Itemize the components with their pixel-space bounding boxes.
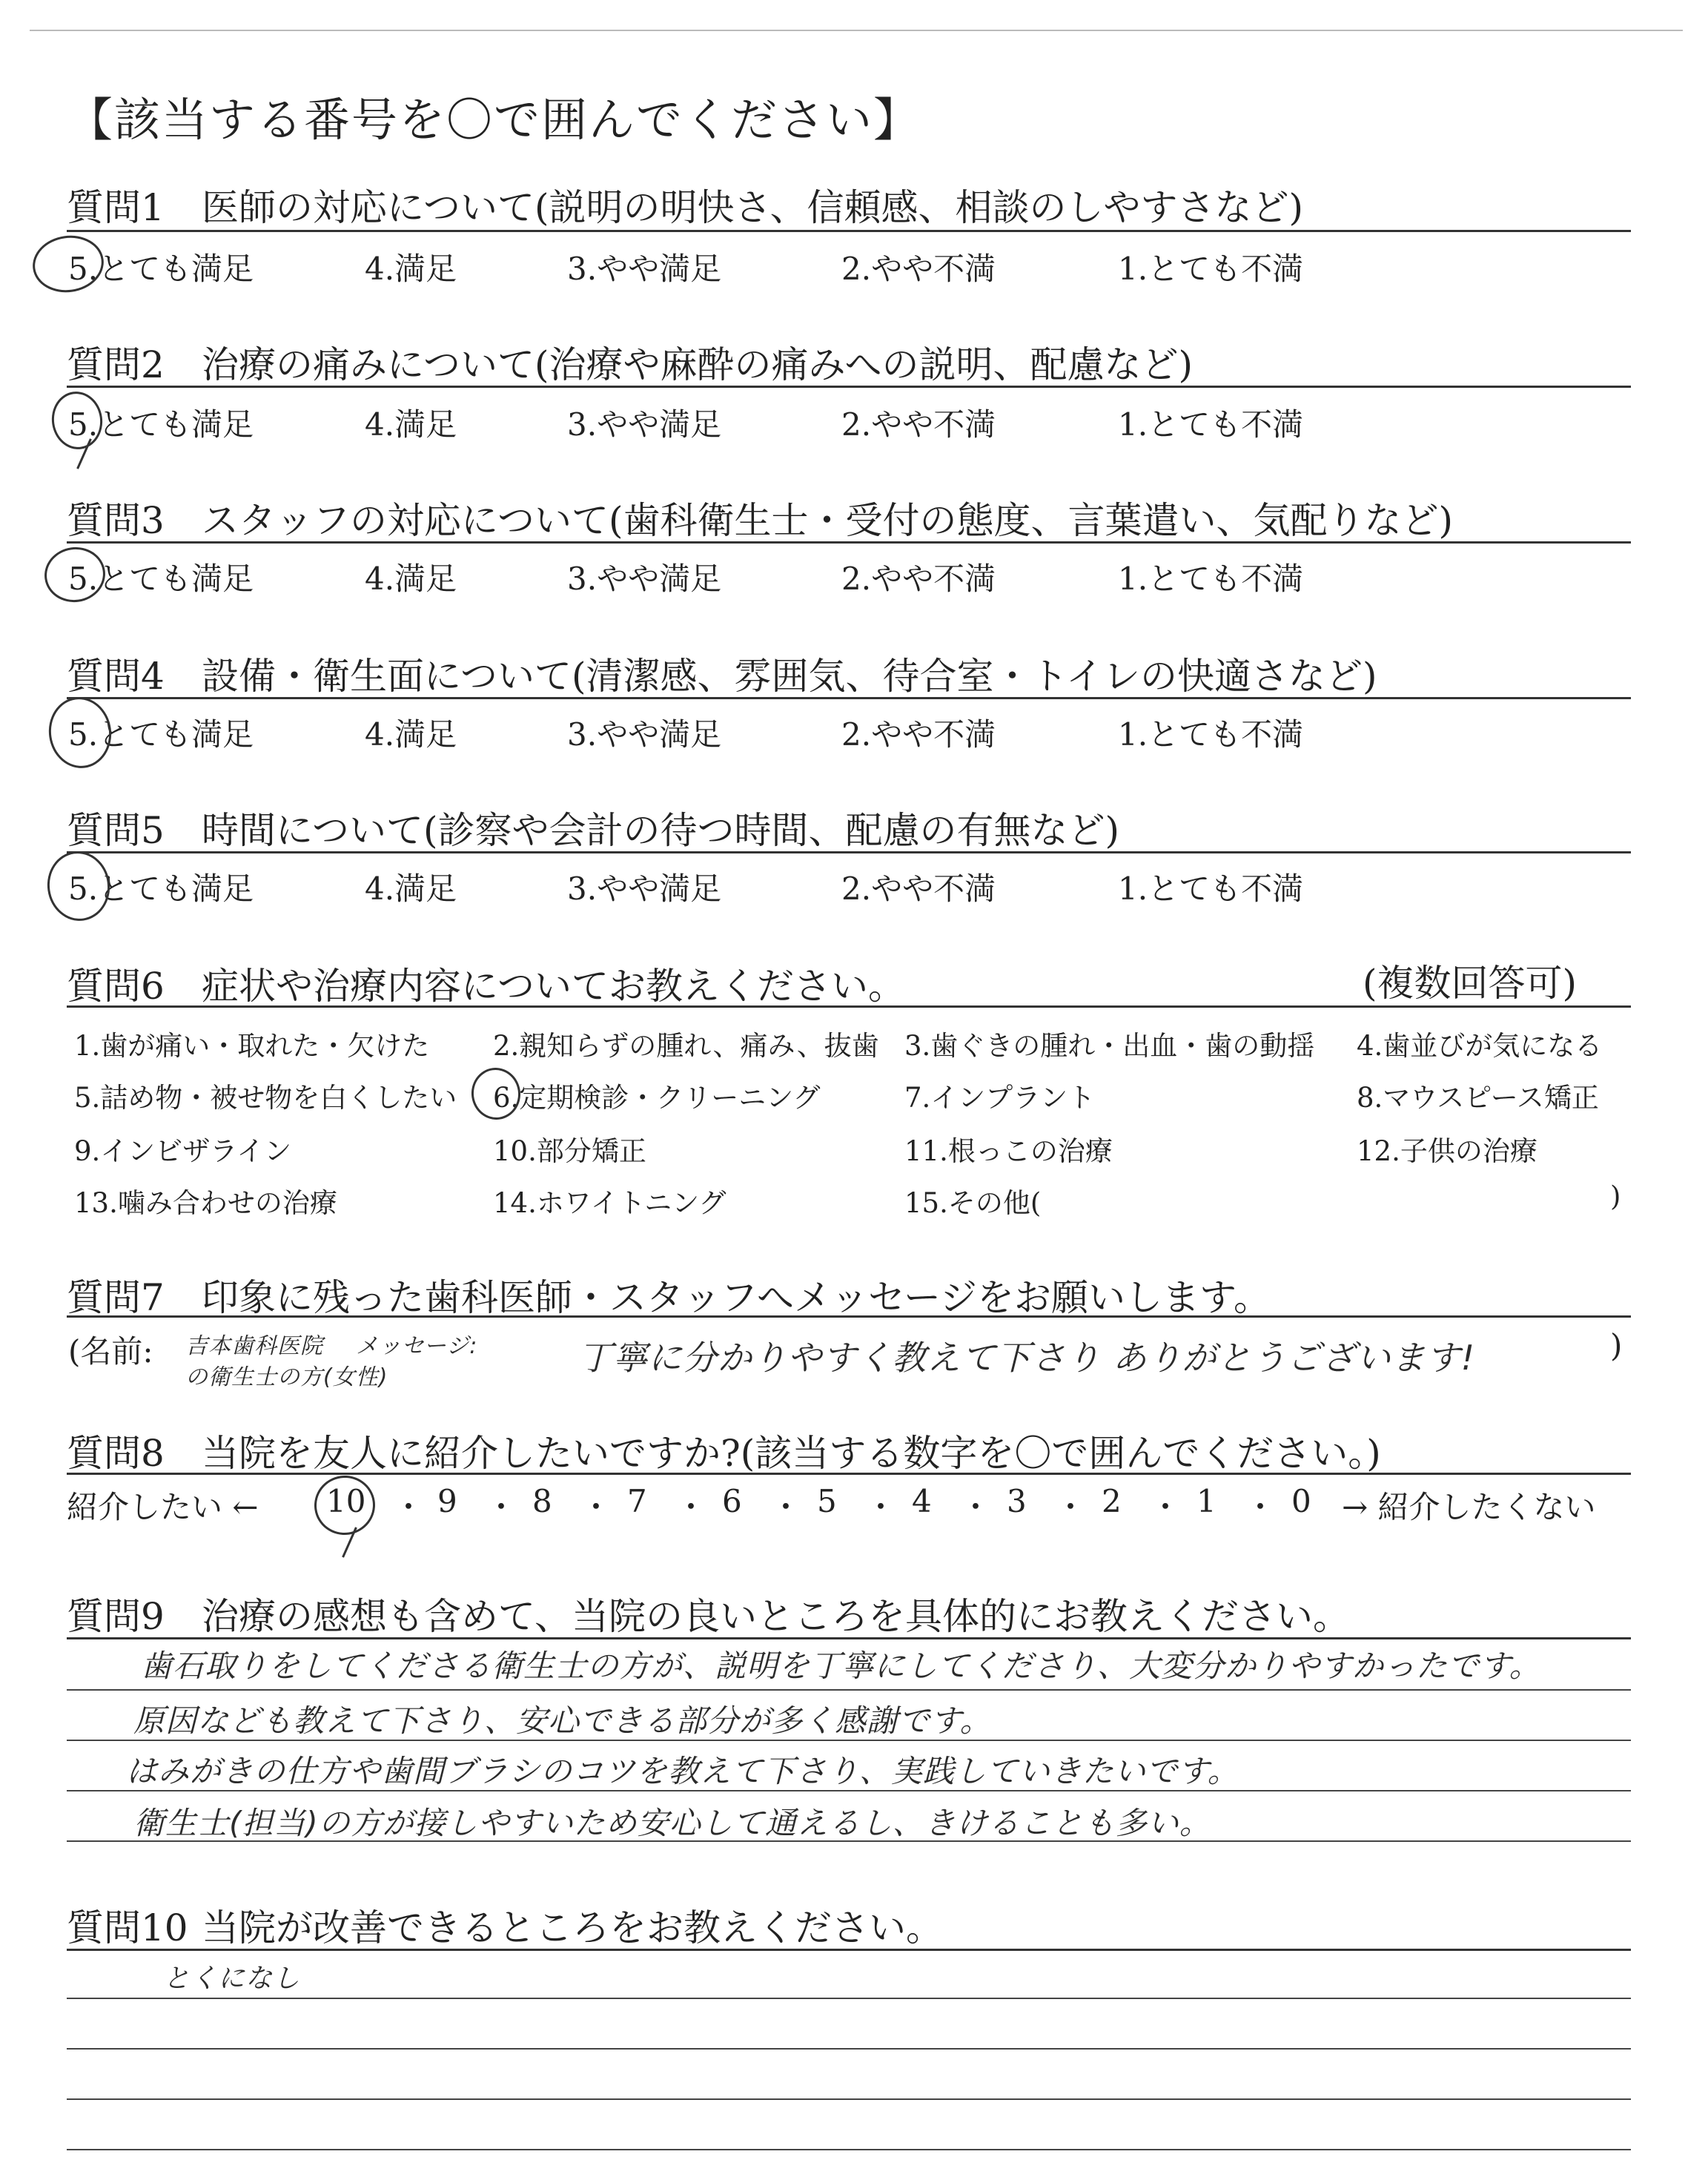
question-10-rule bbox=[67, 1949, 1631, 1951]
question-1-option-5[interactable]: 5.とても満足 bbox=[68, 251, 254, 287]
question-6-option-11[interactable]: 11.根っこの治療 bbox=[904, 1135, 1113, 1167]
question-7-rule bbox=[67, 1315, 1631, 1318]
question-6-multiple-note: (複数回答可) bbox=[1363, 962, 1578, 1005]
question-6-option-3[interactable]: 3.歯ぐきの腫れ・出血・歯の動揺 bbox=[904, 1030, 1315, 1062]
question-3-option-3[interactable]: 3.やや満足 bbox=[567, 561, 722, 597]
question-2-label: 質問2 bbox=[67, 343, 165, 386]
question-9-text: 治療の感想も含めて、当院の良いところを具体的にお教えください。 bbox=[202, 1595, 1350, 1638]
question-8-score-4[interactable]: 4 bbox=[912, 1483, 932, 1519]
question-7-close: ) bbox=[1610, 1327, 1623, 1364]
question-4-option-1[interactable]: 1.とても不満 bbox=[1118, 716, 1304, 753]
question-10-label: 質問10 bbox=[67, 1906, 188, 1949]
question-10-writing-line bbox=[67, 2149, 1631, 2150]
scale-dot: ・ bbox=[1150, 1489, 1182, 1525]
question-9-rule bbox=[67, 1637, 1631, 1639]
question-9-answer-line-2: 原因なども教えて下さり、安心できる部分が多く感謝です。 bbox=[133, 1702, 992, 1739]
scale-dot: ・ bbox=[675, 1489, 707, 1525]
question-9-label: 質問9 bbox=[67, 1595, 165, 1638]
question-7-name-prefix: (名前: bbox=[68, 1333, 153, 1370]
question-8-score-3[interactable]: 3 bbox=[1007, 1483, 1027, 1519]
question-9-answer-line-4: 衛生士(担当)の方が接しやすいため安心して通えるし、きけることも多い。 bbox=[133, 1805, 1211, 1841]
scale-dot: ・ bbox=[1055, 1489, 1087, 1525]
question-8-score-2[interactable]: 2 bbox=[1102, 1483, 1122, 1519]
question-5-rule bbox=[67, 851, 1631, 853]
question-1-label: 質問1 bbox=[67, 186, 165, 229]
question-8-left-label: 紹介したい ← bbox=[67, 1489, 259, 1525]
question-10-answer: とくになし bbox=[163, 1964, 301, 1994]
question-5-option-4[interactable]: 4.満足 bbox=[365, 871, 457, 907]
scale-dot: ・ bbox=[486, 1489, 517, 1525]
question-2-option-5[interactable]: 5.とても満足 bbox=[68, 406, 254, 443]
question-9-answer-line-3: はみがきの仕方や歯間ブラシのコツを教えて下さり、実践していきたいです。 bbox=[126, 1753, 1239, 1789]
question-7-message-written: 丁寧に分かりやすく教えて下さり ありがとうございます! bbox=[578, 1338, 1476, 1378]
question-6-text: 症状や治療内容についてお教えください。 bbox=[202, 965, 905, 1008]
question-4-option-2[interactable]: 2.やや不満 bbox=[841, 716, 996, 753]
question-3-option-1[interactable]: 1.とても不満 bbox=[1118, 561, 1304, 597]
question-8-score-10[interactable]: 10 bbox=[326, 1483, 366, 1519]
question-4-rule bbox=[67, 697, 1631, 699]
question-2-option-3[interactable]: 3.やや満足 bbox=[567, 406, 722, 443]
question-3-rule bbox=[67, 541, 1631, 544]
question-8-rule bbox=[67, 1473, 1631, 1475]
question-6-option-2[interactable]: 2.親知らずの腫れ、痛み、抜歯 bbox=[493, 1030, 879, 1062]
question-6-option-13[interactable]: 13.噛み合わせの治療 bbox=[74, 1187, 337, 1219]
scan-edge bbox=[30, 30, 1683, 31]
question-10-writing-line bbox=[67, 1998, 1631, 1999]
question-1-option-3[interactable]: 3.やや満足 bbox=[567, 251, 722, 287]
question-10-text: 当院が改善できるところをお教えください。 bbox=[202, 1906, 943, 1949]
question-1-option-4[interactable]: 4.満足 bbox=[365, 251, 457, 287]
question-8-score-9[interactable]: 9 bbox=[437, 1483, 457, 1519]
question-6-option-5[interactable]: 5.詰め物・被せ物を白くしたい bbox=[74, 1082, 457, 1114]
question-1-rule bbox=[67, 230, 1631, 232]
question-1-text: 医師の対応について(説明の明快さ、信頼感、相談のしやすさなど) bbox=[202, 186, 1304, 229]
question-7-message-label: メッセージ: bbox=[356, 1333, 478, 1359]
question-7-name-written-1: 吉本歯科医院 bbox=[185, 1333, 323, 1359]
question-1-option-2[interactable]: 2.やや不満 bbox=[841, 251, 996, 287]
scale-dot: ・ bbox=[770, 1489, 802, 1525]
question-6-other-close: ) bbox=[1610, 1180, 1621, 1212]
question-5-option-3[interactable]: 3.やや満足 bbox=[567, 871, 722, 907]
question-10-writing-line bbox=[67, 2048, 1631, 2050]
question-6-option-9[interactable]: 9.インビザライン bbox=[74, 1135, 292, 1167]
question-6-option-10[interactable]: 10.部分矯正 bbox=[493, 1135, 646, 1167]
question-2-rule bbox=[67, 386, 1631, 388]
question-5-label: 質問5 bbox=[67, 809, 165, 852]
question-4-answer-circle bbox=[44, 693, 116, 773]
question-2-text: 治療の痛みについて(治療や麻酔の痛みへの説明、配慮など) bbox=[202, 343, 1194, 386]
question-2-option-2[interactable]: 2.やや不満 bbox=[841, 406, 996, 443]
question-8-score-0[interactable]: 0 bbox=[1291, 1483, 1311, 1519]
question-8-score-8[interactable]: 8 bbox=[532, 1483, 552, 1519]
question-3-label: 質問3 bbox=[67, 499, 165, 542]
question-4-text: 設備・衛生面について(清潔感、雰囲気、待合室・トイレの快適さなど) bbox=[202, 655, 1377, 698]
question-8-answer-circle bbox=[311, 1472, 379, 1539]
question-4-option-4[interactable]: 4.満足 bbox=[365, 716, 457, 753]
question-7-label: 質問7 bbox=[67, 1276, 165, 1319]
question-5-text: 時間について(診察や会計の待つ時間、配慮の有無など) bbox=[202, 809, 1120, 852]
question-4-option-3[interactable]: 3.やや満足 bbox=[567, 716, 722, 753]
question-8-label: 質問8 bbox=[67, 1432, 165, 1475]
question-8-score-5[interactable]: 5 bbox=[817, 1483, 837, 1519]
scale-dot: ・ bbox=[580, 1489, 612, 1525]
question-3-option-2[interactable]: 2.やや不満 bbox=[841, 561, 996, 597]
question-8-right-label: → 紹介したくない bbox=[1342, 1489, 1596, 1525]
question-8-score-7[interactable]: 7 bbox=[627, 1483, 647, 1519]
question-6-option-1[interactable]: 1.歯が痛い・取れた・欠けた bbox=[74, 1030, 430, 1062]
question-5-option-2[interactable]: 2.やや不満 bbox=[841, 871, 996, 907]
question-5-answer-circle bbox=[43, 848, 114, 925]
question-4-label: 質問4 bbox=[67, 655, 165, 698]
question-6-option-15[interactable]: 15.その他( bbox=[904, 1187, 1042, 1219]
page-title: 【該当する番号を〇で囲んでください】 bbox=[67, 93, 921, 147]
question-2-option-1[interactable]: 1.とても不満 bbox=[1118, 406, 1304, 443]
question-4-option-5[interactable]: 5.とても満足 bbox=[68, 716, 254, 753]
question-8-score-6[interactable]: 6 bbox=[722, 1483, 742, 1519]
question-6-option-8[interactable]: 8.マウスピース矯正 bbox=[1357, 1082, 1599, 1114]
question-6-option-7[interactable]: 7.インプラント bbox=[904, 1082, 1096, 1114]
question-5-option-1[interactable]: 1.とても不満 bbox=[1118, 871, 1304, 907]
scale-dot: ・ bbox=[865, 1489, 897, 1525]
question-2-option-4[interactable]: 4.満足 bbox=[365, 406, 457, 443]
question-6-option-4[interactable]: 4.歯並びが気になる bbox=[1357, 1030, 1603, 1062]
question-9-writing-line bbox=[67, 1689, 1631, 1691]
question-8-text: 当院を友人に紹介したいですか?(該当する数字を〇で囲んでください。) bbox=[202, 1432, 1381, 1475]
question-7-text: 印象に残った歯科医師・スタッフへメッセージをお願いします。 bbox=[202, 1276, 1271, 1319]
question-1-option-1[interactable]: 1.とても不満 bbox=[1118, 251, 1304, 287]
question-9-answer-line-1: 歯石取りをしてくださる衛生士の方が、説明を丁寧にしてくださり、大変分かりやすかったです。 bbox=[141, 1648, 1541, 1684]
question-6-option-6[interactable]: 6.定期検診・クリーニング bbox=[493, 1082, 821, 1114]
question-6-option-12[interactable]: 12.子供の治療 bbox=[1357, 1135, 1537, 1167]
question-5-option-5[interactable]: 5.とても満足 bbox=[68, 871, 254, 907]
scale-dot: ・ bbox=[960, 1489, 992, 1525]
question-6-rule bbox=[67, 1005, 1631, 1008]
question-10-writing-line bbox=[67, 2098, 1631, 2100]
question-6-option-14[interactable]: 14.ホワイトニング bbox=[493, 1187, 726, 1219]
question-6-label: 質問6 bbox=[67, 965, 165, 1008]
question-3-option-4[interactable]: 4.満足 bbox=[365, 561, 457, 597]
scale-dot: ・ bbox=[1245, 1489, 1277, 1525]
question-8-score-1[interactable]: 1 bbox=[1196, 1483, 1217, 1519]
question-3-option-5[interactable]: 5.とても満足 bbox=[68, 561, 254, 597]
question-7-name-written-2: の衛生士の方(女性) bbox=[185, 1364, 388, 1390]
question-3-text: スタッフの対応について(歯科衛生士・受付の態度、言葉遣い、気配りなど) bbox=[202, 499, 1454, 542]
scale-dot: ・ bbox=[393, 1489, 425, 1525]
